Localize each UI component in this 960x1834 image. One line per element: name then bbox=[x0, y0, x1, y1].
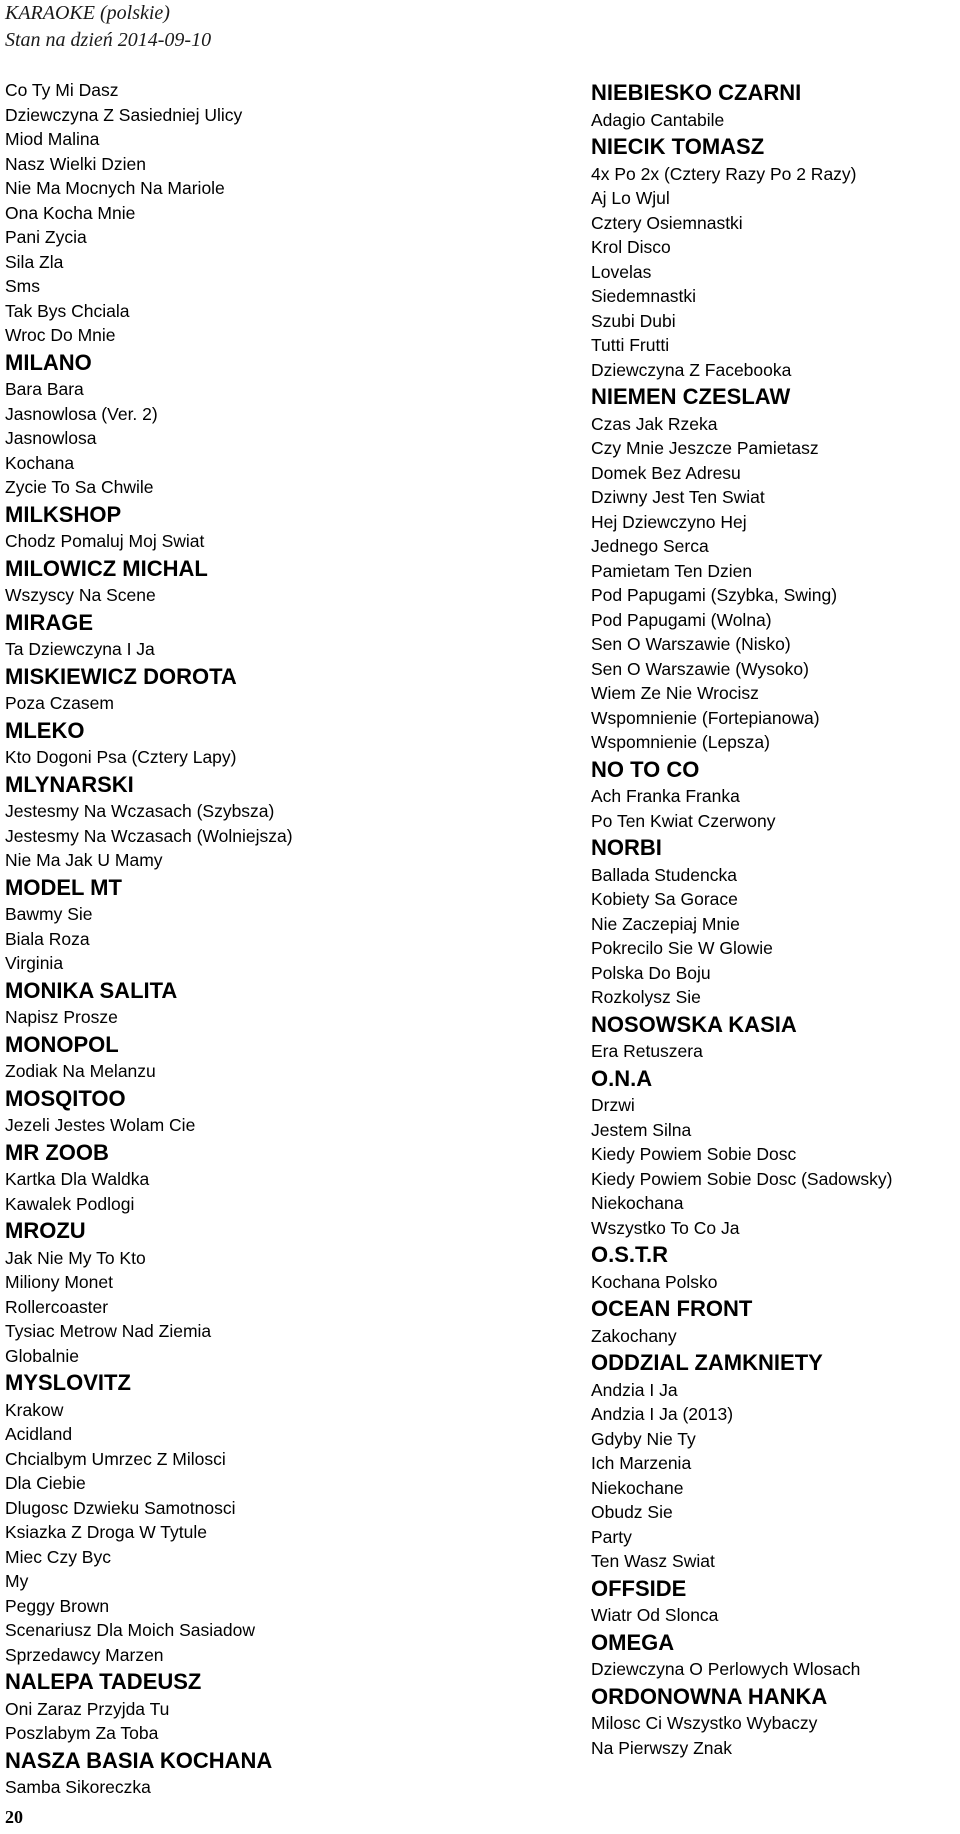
song-title: Ona Kocha Mnie bbox=[5, 202, 136, 223]
song-title: Pani Zycia bbox=[5, 227, 87, 247]
song-title: Nie Ma Mocnych Na Mariole bbox=[5, 178, 225, 198]
song-title: Wiatr Od Slonca bbox=[591, 1605, 719, 1625]
song-title: Dlugosc Dzwieku Samotnosci bbox=[5, 1497, 236, 1518]
song-title: Nasz Wielki Dzien bbox=[5, 153, 146, 174]
artist-heading: MLEKO bbox=[5, 717, 85, 743]
song-title: Siedemnastki bbox=[591, 286, 697, 306]
artist-heading: MROZU bbox=[5, 1218, 86, 1243]
song-title: Polska Do Boju bbox=[591, 962, 711, 983]
artist-heading: MISKIEWICZ DOROTA bbox=[5, 663, 237, 689]
song-title: Nie Ma Jak U Mamy bbox=[5, 850, 163, 870]
song-title: Ksiazka Z Droga W Tytule bbox=[5, 1522, 207, 1542]
song-title: Jestesmy Na Wczasach (Wolniejsza) bbox=[5, 825, 293, 846]
artist-heading: O.S.T.R bbox=[591, 1242, 669, 1267]
song-title: Scenariusz Dla Moich Sasiadow bbox=[5, 1620, 255, 1640]
song-title: Jak Nie My To Kto bbox=[5, 1247, 146, 1268]
artist-heading: MOSQITOO bbox=[5, 1085, 126, 1111]
song-title: Nie Zaczepiaj Mnie bbox=[591, 913, 740, 934]
artist-heading: NIEBIESKO CZARNI bbox=[591, 80, 802, 105]
song-title: Ach Franka Franka bbox=[591, 786, 740, 806]
artist-heading: NO TO CO bbox=[591, 756, 700, 782]
artist-heading: MR ZOOB bbox=[5, 1139, 109, 1165]
song-title: Sila Zla bbox=[5, 251, 64, 272]
song-title: Andzia I Ja (2013) bbox=[591, 1404, 734, 1424]
song-title: Sen O Warszawie (Nisko) bbox=[591, 634, 791, 654]
song-title: Chcialbym Umrzec Z Milosci bbox=[5, 1448, 226, 1469]
song-title: Wspomnienie (Fortepianowa) bbox=[591, 707, 820, 728]
song-title: Rozkolysz Sie bbox=[591, 987, 701, 1007]
artist-heading: NOSOWSKA KASIA bbox=[591, 1011, 797, 1037]
status-date: Stan na dzień 2014-09-10 bbox=[5, 29, 212, 51]
page-header bbox=[5, 0, 211, 54]
song-title: Jezeli Jestes Wolam Cie bbox=[5, 1115, 196, 1135]
song-title: Andzia I Ja bbox=[591, 1379, 678, 1400]
song-title: Oni Zaraz Przyjda Tu bbox=[5, 1698, 170, 1719]
song-title: Chodz Pomaluj Moj Swiat bbox=[5, 531, 205, 551]
song-title: Pokrecilo Sie W Glowie bbox=[591, 938, 773, 958]
song-title: Era Retuszera bbox=[591, 1041, 703, 1061]
song-title: Jednego Serca bbox=[591, 536, 709, 556]
song-title: Kobiety Sa Gorace bbox=[591, 889, 738, 909]
song-title: Rollercoaster bbox=[5, 1296, 109, 1317]
song-title: Kiedy Powiem Sobie Dosc bbox=[591, 1144, 797, 1164]
song-title: Dziewczyna Z Sasiedniej Ulicy bbox=[5, 104, 243, 125]
song-title: Ballada Studencka bbox=[591, 864, 737, 885]
song-title: Miliony Monet bbox=[5, 1272, 113, 1292]
song-title: Wszystko To Co Ja bbox=[591, 1217, 740, 1238]
song-title: Niekochane bbox=[591, 1477, 684, 1498]
song-title: Tysiac Metrow Nad Ziemia bbox=[5, 1321, 212, 1341]
song-title: Peggy Brown bbox=[5, 1595, 110, 1616]
song-title: Ta Dziewczyna I Ja bbox=[5, 639, 155, 659]
song-title: Czas Jak Rzeka bbox=[591, 413, 718, 434]
artist-heading: MILOWICZ MICHAL bbox=[5, 555, 208, 581]
document-title: KARAOKE (polskie) bbox=[5, 2, 170, 24]
song-title: Poszlabym Za Toba bbox=[5, 1723, 159, 1743]
song-title: Bara Bara bbox=[5, 379, 84, 399]
artist-heading: MONIKA SALITA bbox=[5, 977, 178, 1003]
song-title: Kiedy Powiem Sobie Dosc (Sadowsky) bbox=[591, 1168, 893, 1189]
song-title: Biala Roza bbox=[5, 928, 90, 949]
song-title: Pamietam Ten Dzien bbox=[591, 560, 753, 581]
song-title: Po Ten Kwiat Czerwony bbox=[591, 810, 776, 831]
song-title: Niekochana bbox=[591, 1193, 684, 1213]
song-title: Jestem Silna bbox=[591, 1119, 692, 1140]
artist-heading: MONOPOL bbox=[5, 1031, 119, 1057]
song-title: My bbox=[5, 1571, 29, 1591]
song-title: Sprzedawcy Marzen bbox=[5, 1644, 164, 1665]
artist-heading: MILKSHOP bbox=[5, 501, 122, 527]
song-title: Pod Papugami (Szybka, Swing) bbox=[591, 585, 838, 605]
song-title: Co Ty Mi Dasz bbox=[5, 80, 119, 100]
song-title: Miec Czy Byc bbox=[5, 1546, 111, 1567]
song-title: Kochana Polsko bbox=[591, 1271, 718, 1292]
artist-heading: OCEAN FRONT bbox=[591, 1296, 753, 1321]
song-title: Kawalek Podlogi bbox=[5, 1193, 135, 1214]
song-title: Wszyscy Na Scene bbox=[5, 585, 156, 605]
song-title: Obudz Sie bbox=[591, 1502, 673, 1522]
song-title: Globalnie bbox=[5, 1345, 79, 1366]
artist-heading: MILANO bbox=[5, 349, 92, 375]
song-title: Zycie To Sa Chwile bbox=[5, 477, 154, 497]
song-title: Kto Dogoni Psa (Cztery Lapy) bbox=[5, 747, 237, 767]
artist-heading: O.N.A bbox=[591, 1065, 653, 1091]
artist-heading: NASZA BASIA KOCHANA bbox=[5, 1747, 273, 1773]
song-title: Wspomnienie (Lepsza) bbox=[591, 732, 770, 752]
song-title: Aj Lo Wjul bbox=[591, 188, 670, 208]
song-title: Domek Bez Adresu bbox=[591, 462, 741, 483]
song-title: 4x Po 2x (Cztery Razy Po 2 Razy) bbox=[591, 163, 857, 184]
song-title: Party bbox=[591, 1526, 632, 1547]
song-title: Sen O Warszawie (Wysoko) bbox=[591, 658, 809, 679]
song-title: Szubi Dubi bbox=[591, 310, 676, 331]
song-title: Dziewczyna O Perlowych Wlosach bbox=[591, 1659, 861, 1679]
song-title: Kartka Dla Waldka bbox=[5, 1169, 150, 1189]
song-title: Lovelas bbox=[591, 261, 652, 282]
artist-heading: ORDONOWNA HANKA bbox=[591, 1683, 828, 1709]
song-title: Krol Disco bbox=[591, 237, 671, 257]
artist-heading: MLYNARSKI bbox=[5, 771, 134, 797]
song-title: Dla Ciebie bbox=[5, 1473, 86, 1493]
song-title: Hej Dziewczyno Hej bbox=[591, 511, 747, 532]
artist-heading: OMEGA bbox=[591, 1629, 675, 1655]
song-title: Dziwny Jest Ten Swiat bbox=[591, 487, 765, 507]
song-title: Dziewczyna Z Facebooka bbox=[591, 359, 792, 380]
song-title: Wroc Do Mnie bbox=[5, 325, 116, 345]
song-title: Milosc Ci Wszystko Wybaczy bbox=[591, 1713, 818, 1733]
song-title: Acidland bbox=[5, 1424, 73, 1444]
artist-heading: MODEL MT bbox=[5, 874, 122, 900]
song-title: Kochana bbox=[5, 452, 75, 473]
song-title: Jestesmy Na Wczasach (Szybsza) bbox=[5, 801, 275, 821]
artist-heading: MIRAGE bbox=[5, 609, 93, 635]
song-title: Virginia bbox=[5, 953, 64, 973]
song-title: Ten Wasz Swiat bbox=[591, 1551, 715, 1571]
artist-heading: NALEPA TADEUSZ bbox=[5, 1669, 202, 1694]
artist-heading: NIECIK TOMASZ bbox=[591, 134, 765, 159]
song-title: Na Pierwszy Znak bbox=[591, 1737, 733, 1758]
song-title: Tutti Frutti bbox=[591, 335, 670, 355]
song-title: Ich Marzenia bbox=[591, 1453, 692, 1473]
page-number: 20 bbox=[5, 1807, 23, 1827]
song-title: Pod Papugami (Wolna) bbox=[591, 609, 772, 630]
song-title: Drzwi bbox=[591, 1095, 635, 1115]
song-title: Bawmy Sie bbox=[5, 904, 93, 924]
artist-heading: ODDZIAL ZAMKNIETY bbox=[591, 1350, 823, 1375]
artist-heading: NIEMEN CZESLAW bbox=[591, 384, 791, 409]
song-title: Gdyby Nie Ty bbox=[591, 1428, 696, 1449]
song-title: Sms bbox=[5, 276, 40, 296]
song-title: Zodiak Na Melanzu bbox=[5, 1061, 156, 1081]
artist-heading: NORBI bbox=[591, 835, 662, 860]
song-title: Samba Sikoreczka bbox=[5, 1777, 151, 1797]
song-title: Krakow bbox=[5, 1399, 64, 1420]
song-title: Czy Mnie Jeszcze Pamietasz bbox=[591, 438, 819, 458]
song-title: Zakochany bbox=[591, 1325, 677, 1346]
right-column bbox=[591, 78, 956, 1760]
song-title: Miod Malina bbox=[5, 129, 100, 149]
song-title: Poza Czasem bbox=[5, 693, 114, 713]
song-title: Jasnowlosa bbox=[5, 428, 97, 448]
song-title: Jasnowlosa (Ver. 2) bbox=[5, 403, 158, 424]
artist-heading: OFFSIDE bbox=[591, 1575, 687, 1601]
artist-heading: MYSLOVITZ bbox=[5, 1370, 131, 1395]
song-title: Tak Bys Chciala bbox=[5, 300, 130, 321]
song-title: Adagio Cantabile bbox=[591, 109, 725, 130]
song-title: Wiem Ze Nie Wrocisz bbox=[591, 683, 759, 703]
song-title: Napisz Prosze bbox=[5, 1007, 118, 1027]
left-column bbox=[5, 78, 435, 1800]
song-title: Cztery Osiemnastki bbox=[591, 212, 743, 233]
